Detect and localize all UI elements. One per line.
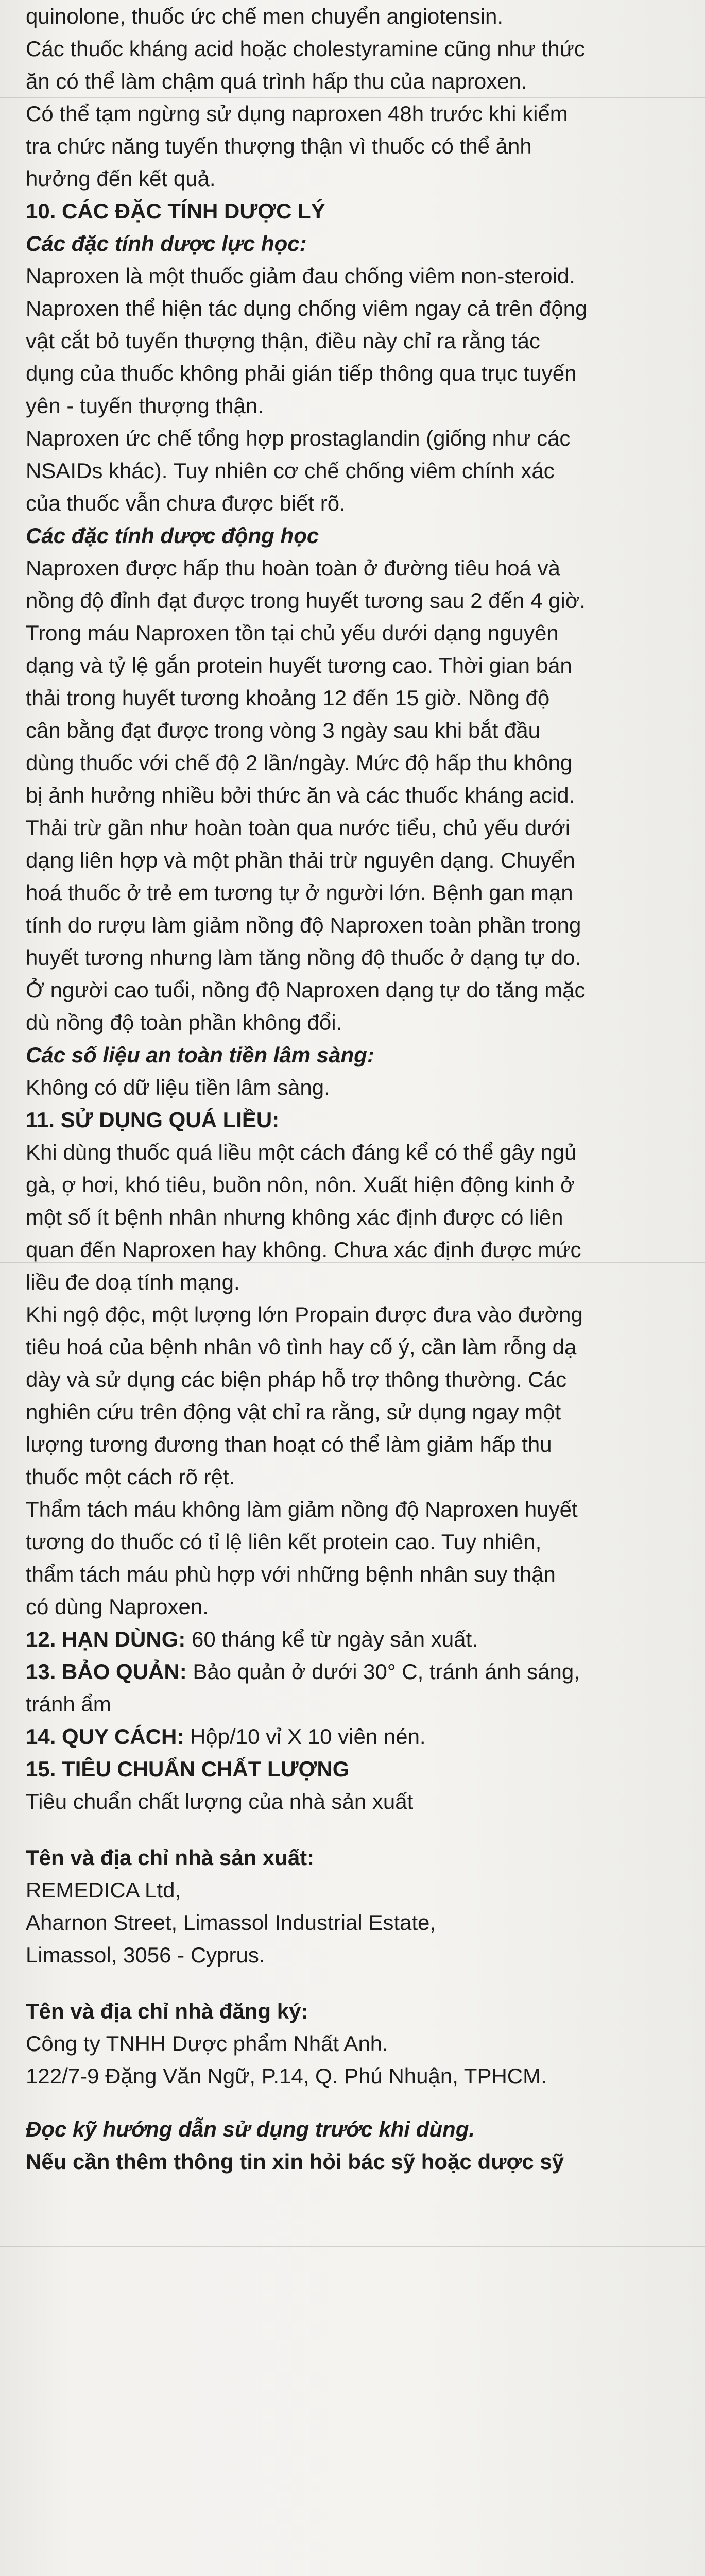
- section-title: 10. CÁC ĐẶC TÍNH DƯỢC LÝ: [26, 199, 325, 223]
- leaflet-content: [26, 0, 680, 2178]
- intro-block: [26, 0, 680, 195]
- text-line: NSAIDs khác). Tuy nhiên cơ chế chống viêm chính xác: [26, 459, 555, 483]
- registrant-block: [26, 1995, 680, 2092]
- manufacturer-heading: Tên và địa chỉ nhà sản xuất:: [26, 1845, 315, 1870]
- text-line: lượng tương đương than hoạt có thể làm giảm hấp thu: [26, 1432, 552, 1456]
- text-line: có dùng Naproxen.: [26, 1595, 209, 1619]
- section-title: 15. TIÊU CHUẨN CHẤT LƯỢNG: [26, 1757, 350, 1781]
- text-line: thải trong huyết tương khoảng 12 đến 15 giờ. Nồng độ: [26, 686, 550, 710]
- consult-advice: Nếu cần thêm thông tin xin hỏi bác sỹ hoặc dược sỹ: [26, 2149, 564, 2174]
- text-line: Khi dùng thuốc quá liều một cách đáng kể có thể gây ngủ: [26, 1140, 577, 1164]
- text-line: Khi ngộ độc, một lượng lớn Propain được đưa vào đường: [26, 1302, 583, 1327]
- spacer: [26, 2092, 680, 2113]
- section-pharmacology: [26, 195, 680, 1104]
- text-line: Có thể tạm ngừng sử dụng naproxen 48h trước khi kiểm: [26, 101, 568, 126]
- usage-warning: Đọc kỹ hướng dẫn sử dụng trước khi dùng.: [26, 2117, 475, 2141]
- text-line: dù nồng độ toàn phần không đổi.: [26, 1010, 342, 1035]
- text-line: của thuốc vẫn chưa được biết rõ.: [26, 491, 346, 515]
- storage-line: [26, 1655, 680, 1688]
- section-overdose: [26, 1104, 680, 1623]
- manufacturer-block: [26, 1841, 680, 1971]
- text-line: Không có dữ liệu tiền lâm sàng.: [26, 1075, 330, 1099]
- text-line: dụng của thuốc không phải gián tiếp thông qua trục tuyến: [26, 361, 577, 385]
- subsection-heading: Các số liệu an toàn tiền lâm sàng:: [26, 1043, 374, 1067]
- text-line: dạng và tỷ lệ gắn protein huyết tương cao. Thời gian bán: [26, 653, 572, 677]
- section-label: 12. HẠN DÙNG:: [26, 1627, 186, 1651]
- text-line: một số ít bệnh nhân nhưng không xác định được có liên: [26, 1205, 563, 1229]
- text-line: yên - tuyến thượng thận.: [26, 394, 264, 418]
- text-line: gà, ợ hơi, khó tiêu, buồn nôn, nôn. Xuất hiện động kinh ở: [26, 1173, 575, 1197]
- shelf-life-line: [26, 1623, 680, 1655]
- section-value: Bảo quản ở dưới 30° C, tránh ánh sáng,: [186, 1659, 580, 1684]
- text-line: hưởng đến kết quả.: [26, 166, 216, 191]
- text-line: Thải trừ gần như hoàn toàn qua nước tiểu, chủ yếu dưới: [26, 816, 571, 840]
- text-line: dạng liên hợp và một phần thải trừ nguyên dạng. Chuyển: [26, 848, 575, 872]
- text-line: hoá thuốc ở trẻ em tương tự ở người lớn. Bệnh gan mạn: [26, 880, 573, 905]
- fold-line: [0, 2246, 705, 2247]
- section-label: 13. BẢO QUẢN:: [26, 1659, 187, 1684]
- text-line: Naproxen được hấp thu hoàn toàn ở đường tiêu hoá và: [26, 556, 560, 580]
- text-line: Naproxen là một thuốc giảm đau chống viêm non-steroid.: [26, 264, 575, 288]
- text-line: Thẩm tách máu không làm giảm nồng độ Naproxen huyết: [26, 1497, 578, 1521]
- text-line: nồng độ đỉnh đạt được trong huyết tương sau 2 đến 4 giờ.: [26, 588, 586, 613]
- text-line: cân bằng đạt được trong vòng 3 ngày sau khi bắt đầu: [26, 718, 541, 742]
- text-line: 122/7-9 Đặng Văn Ngữ, P.14, Q. Phú Nhuận, TPHCM.: [26, 2064, 547, 2088]
- text-line: nghiên cứu trên động vật chỉ ra rằng, sử dụng ngay một: [26, 1400, 561, 1424]
- text-line: Các thuốc kháng acid hoặc cholestyramine cũng như thức: [26, 37, 585, 61]
- spacer: [26, 1971, 680, 1995]
- text-line: REMEDICA Ltd,: [26, 1878, 181, 1902]
- text-line: ăn có thể làm chậm quá trình hấp thu của naproxen.: [26, 69, 527, 93]
- subsection-heading: Các đặc tính dược lực học:: [26, 231, 307, 256]
- text-line: Ở người cao tuổi, nồng độ Naproxen dạng tự do tăng mặc: [26, 978, 586, 1002]
- text-line: quinolone, thuốc ức chế men chuyển angiotensin.: [26, 4, 504, 28]
- text-line: tiêu hoá của bệnh nhân vô tình hay cố ý, cần làm rỗng dạ: [26, 1335, 577, 1359]
- text-line: huyết tương nhưng làm tăng nồng độ thuốc ở dạng tự do.: [26, 945, 581, 970]
- text-line: vật cắt bỏ tuyến thượng thận, điều này chỉ ra rằng tác: [26, 329, 540, 353]
- section-title: 11. SỬ DỤNG QUÁ LIỀU:: [26, 1108, 280, 1132]
- text-line: Tiêu chuẩn chất lượng của nhà sản xuất: [26, 1789, 414, 1814]
- storage-line-2: tránh ẩm: [26, 1692, 111, 1716]
- text-line: quan đến Naproxen hay không. Chưa xác định được mức: [26, 1238, 581, 1262]
- footer-block: [26, 2113, 680, 2178]
- spacer: [26, 1818, 680, 1841]
- text-line: Naproxen ức chế tổng hợp prostaglandin (giống như các: [26, 426, 571, 450]
- text-line: tính do rượu làm giảm nồng độ Naproxen toàn phần trong: [26, 913, 581, 937]
- text-line: Công ty TNHH Dược phẩm Nhất Anh.: [26, 2031, 388, 2056]
- section-label: 14. QUY CÁCH:: [26, 1724, 184, 1749]
- subsection-heading: Các đặc tính dược động học: [26, 523, 319, 548]
- text-line: Naproxen thể hiện tác dụng chống viêm ngay cả trên động: [26, 296, 588, 320]
- text-line: tương do thuốc có tỉ lệ liên kết protein cao. Tuy nhiên,: [26, 1530, 542, 1554]
- text-line: dùng thuốc với chế độ 2 lần/ngày. Mức độ hấp thu không: [26, 751, 573, 775]
- text-line: thẩm tách máu phù hợp với những bệnh nhân suy thận: [26, 1562, 556, 1586]
- text-line: Limassol, 3056 - Cyprus.: [26, 1943, 265, 1967]
- text-line: bị ảnh hưởng nhiều bởi thức ăn và các thuốc kháng acid.: [26, 783, 575, 807]
- text-line: Trong máu Naproxen tồn tại chủ yếu dưới dạng nguyên: [26, 621, 559, 645]
- text-line: liều đe doạ tính mạng.: [26, 1270, 240, 1294]
- text-line: thuốc một cách rõ rệt.: [26, 1465, 235, 1489]
- text-line: tra chức năng tuyến thượng thận vì thuốc có thể ảnh: [26, 134, 532, 158]
- packaging-line: [26, 1720, 680, 1753]
- registrant-heading: Tên và địa chỉ nhà đăng ký:: [26, 1999, 308, 2023]
- text-line: Aharnon Street, Limassol Industrial Estate,: [26, 1910, 436, 1935]
- text-line: dày và sử dụng các biện pháp hỗ trợ thông thường. Các: [26, 1367, 566, 1392]
- section-value: 60 tháng kể từ ngày sản xuất.: [185, 1627, 478, 1651]
- section-value: Hộp/10 vỉ X 10 viên nén.: [184, 1724, 426, 1749]
